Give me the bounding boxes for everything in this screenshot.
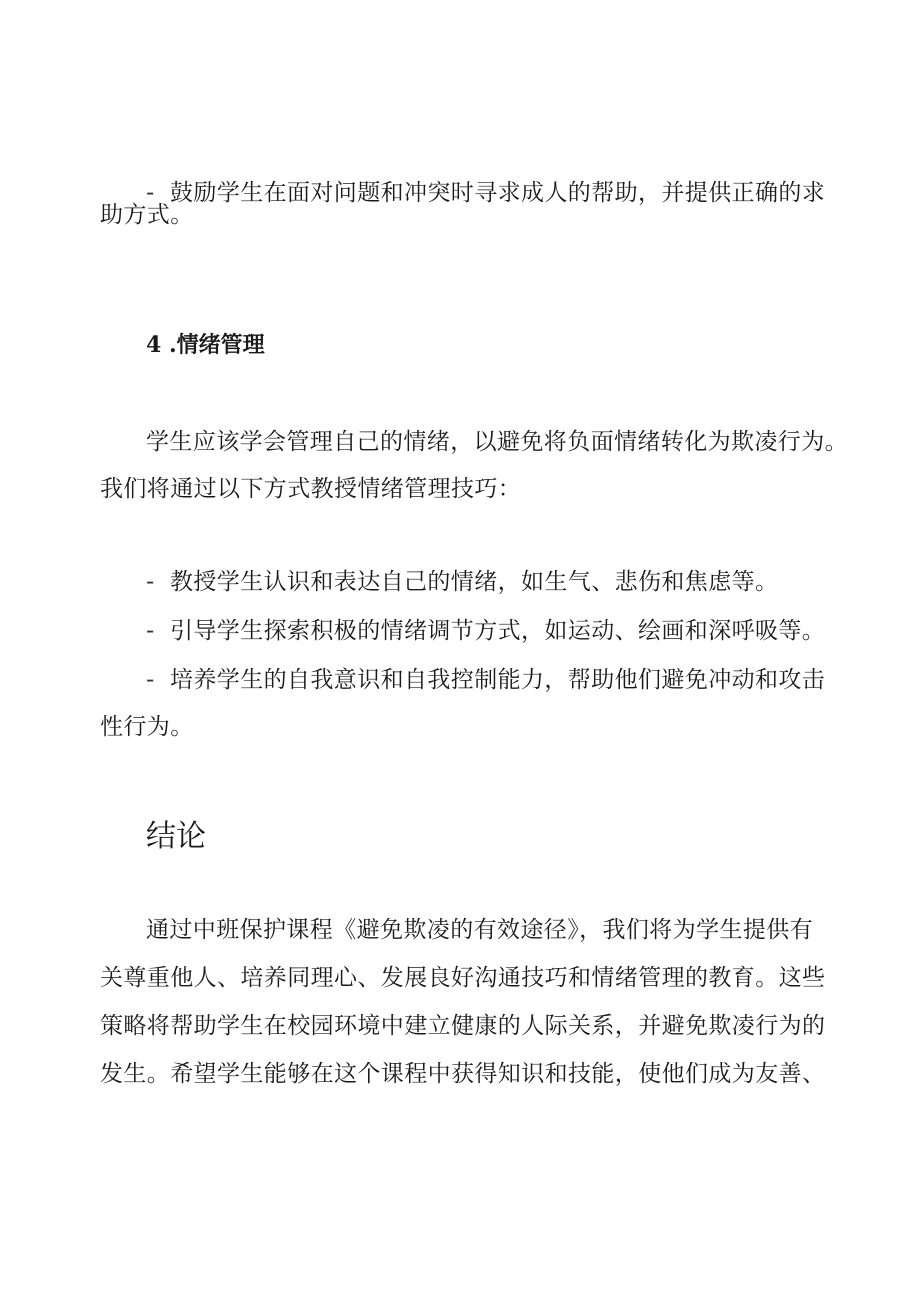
bullet-text-line: 助方式。	[100, 202, 194, 228]
bullet-text-line: 培养学生的自我意识和自我控制能力，帮助他们避免冲动和攻击	[170, 667, 826, 693]
bullet-text-line: 教授学生认识和表达自己的情绪，如生气、悲伤和焦虑等。	[170, 569, 779, 595]
bullet-text-line: 性行为。	[100, 714, 194, 740]
section-title: 结论	[146, 819, 206, 854]
bullet-dash: -	[146, 569, 155, 595]
bullet-text-line: 鼓励学生在面对问题和冲突时寻求成人的帮助，并提供正确的求	[170, 180, 826, 206]
paragraph-line: 策略将帮助学生在校园环境中建立健康的人际关系，并避免欺凌行为的	[100, 1013, 826, 1039]
bullet-text-line: 引导学生探索积极的情绪调节方式，如运动、绘画和深呼吸等。	[170, 618, 826, 644]
bullet-dash: -	[146, 667, 155, 693]
section-heading: 4 .情绪管理	[146, 332, 265, 358]
paragraph-line: 我们将通过以下方式教授情绪管理技巧：	[100, 476, 522, 502]
paragraph-line: 关尊重他人、培养同理心、发展良好沟通技巧和情绪管理的教育。这些	[100, 965, 826, 991]
paragraph-line: 通过中班保护课程《避免欺凌的有效途径》，我们将为学生提供有	[146, 917, 814, 943]
paragraph-line: 发生。希望学生能够在这个课程中获得知识和技能，使他们成为友善、	[100, 1061, 826, 1087]
bullet-dash: -	[146, 618, 155, 644]
paragraph-line: 学生应该学会管理自己的情绪，以避免将负面情绪转化为欺凌行为。	[146, 429, 848, 455]
bullet-dash: -	[146, 180, 155, 206]
